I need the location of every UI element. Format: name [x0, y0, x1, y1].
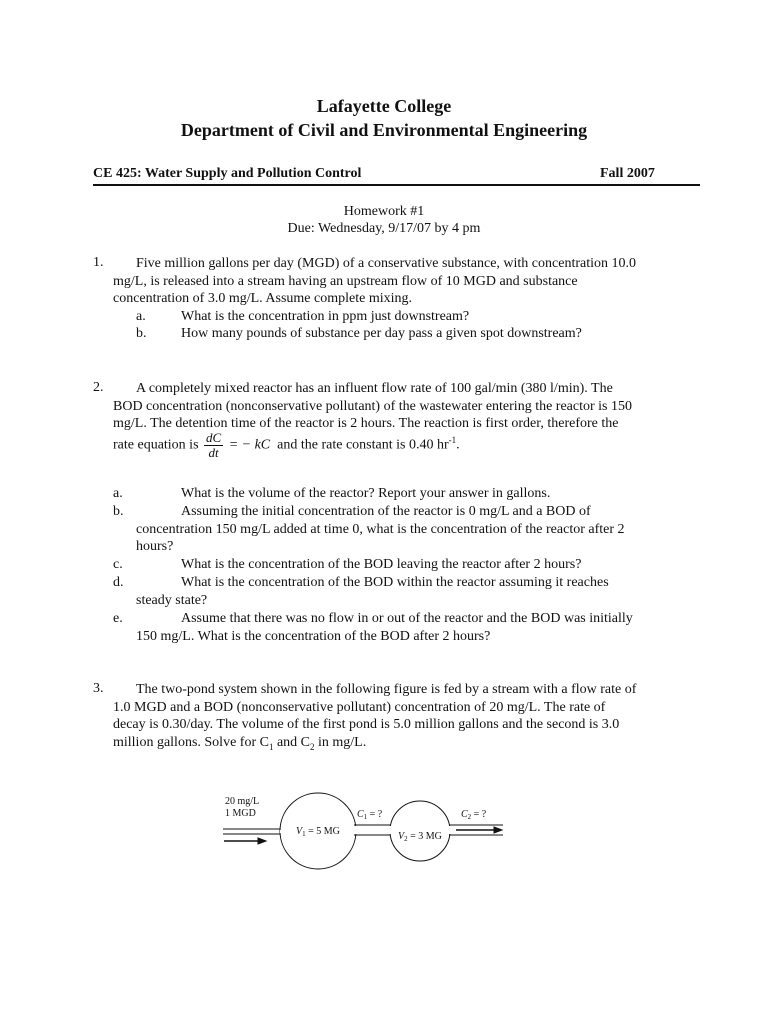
- pond-2-volume-label: $V_2 = 3$ MG: [398, 831, 442, 843]
- q3-sub-2: 2: [310, 741, 315, 752]
- pipe-junction-1: [280, 830, 286, 833]
- q2-line-1: A completely mixed reactor has an influent flow rate of 100 gal/min (380 l/min). The: [136, 381, 613, 396]
- q2-rate-equation: [113, 431, 460, 460]
- q2-part-a-label: a.: [113, 486, 123, 501]
- q1-line-2: mg/L, is released into a stream having an upstream flow of 10 MGD and substance: [113, 273, 578, 289]
- q2-part-b-text-1: Assuming the initial concentration of the reactor is 0 mg/L and a BOD of: [181, 504, 591, 519]
- q3-line-1: The two-pond system shown in the following figure is fed by a stream with a flow rate of: [136, 682, 637, 697]
- q1-line-1: Five million gallons per day (MGD) of a conservative substance, with concentration 10.0: [136, 256, 636, 271]
- q3-last-a: million gallons. Solve for C: [113, 734, 269, 750]
- q1-part-a-text: What is the concentration in ppm just downstream?: [181, 308, 470, 324]
- q1-number: 1.: [93, 255, 104, 270]
- pipe-junction-2: [351, 826, 357, 834]
- course-name: CE 425: Water Supply and Pollution Control: [93, 166, 362, 181]
- homework-heading: [0, 203, 768, 237]
- q2-line-3: mg/L. The detention time of the reactor is 2 hours. The reaction is first order, therefore the: [113, 416, 619, 432]
- q3-line-4: [113, 734, 366, 752]
- inflow-concentration-label: 20 mg/L: [225, 796, 260, 807]
- q2-part-e-text-1: Assume that there was no flow in or out of the reactor and the BOD was initially: [181, 611, 633, 626]
- homework-number: Homework #1: [343, 204, 425, 219]
- q2-part-a-text: What is the volume of the reactor? Report your answer in gallons.: [181, 486, 551, 501]
- q2-part-e-label: e.: [113, 611, 123, 626]
- q3-line-3: decay is 0.30/day. The volume of the first pond is 5.0 million gallons and the second is 3.0: [113, 717, 620, 733]
- college-title: Lafayette College: [316, 96, 452, 116]
- inflow-arrow-head: [258, 838, 266, 844]
- q2-part-b-text-2: concentration 150 mg/L added at time 0, what is the concentration of the reactor after 2: [136, 521, 625, 537]
- q2-part-c-label: c.: [113, 557, 123, 572]
- q3-last-c: in mg/L.: [314, 734, 367, 750]
- term-label: Fall 2007: [600, 166, 655, 181]
- q3-line-2: 1.0 MGD and a BOD (nonconservative pollutant) concentration of 20 mg/L. The rate of: [113, 699, 606, 715]
- header-divider: [93, 184, 700, 186]
- q1-line-3: concentration of 3.0 mg/L. Assume complete mixing.: [113, 291, 412, 307]
- pipe-junction-3: [388, 826, 394, 834]
- q2-rate-suffix: and the rate constant is 0.40 hr: [277, 437, 449, 453]
- q2-rate-end: .: [456, 437, 460, 453]
- c2-label: $C_2$ = ?: [461, 809, 487, 821]
- q1-part-b-label: b.: [136, 326, 147, 342]
- q3-number: 3.: [93, 681, 104, 696]
- q3-last-b: and C: [273, 734, 311, 750]
- fraction-rhs: = − kC: [228, 437, 271, 453]
- q2-rate-prefix: rate equation is: [113, 437, 199, 453]
- fraction-denominator: dt: [208, 445, 219, 460]
- q1-part-b-text: How many pounds of substance per day pass a given spot downstream?: [181, 326, 582, 342]
- q3-sub-1: 1: [268, 741, 274, 752]
- two-pond-figure: [218, 785, 518, 870]
- q2-part-d-label: d.: [113, 575, 124, 590]
- q2-part-b-text-3: hours?: [136, 539, 174, 555]
- q2-part-c-text: What is the concentration of the BOD leaving the reactor after 2 hours?: [181, 557, 582, 572]
- q2-part-e-text-2: 150 mg/L. What is the concentration of the BOD after 2 hours?: [136, 628, 491, 644]
- fraction-numerator: dC: [206, 430, 222, 445]
- rate-equation-fraction: [204, 431, 223, 460]
- rate-exponent: -1: [448, 435, 457, 446]
- inflow-flow-label: 1 MGD: [225, 808, 256, 819]
- pipe-junction-4: [446, 826, 451, 834]
- q1-part-a-label: a.: [136, 308, 146, 324]
- q2-number: 2.: [93, 380, 104, 395]
- department-title: Department of Civil and Environmental Engineering: [180, 120, 588, 140]
- q2-part-b-label: b.: [113, 504, 124, 519]
- q2-part-d-text-2: steady state?: [136, 592, 208, 608]
- due-date: Due: Wednesday, 9/17/07 by 4 pm: [287, 221, 481, 236]
- pond-1-volume-label: $V_1 = 5$ MG: [296, 826, 340, 838]
- c1-label: $C_1$ = ?: [357, 809, 383, 821]
- outflow-arrow-head: [494, 827, 502, 833]
- q2-part-d-text-1: What is the concentration of the BOD within the reactor assuming it reaches: [181, 575, 609, 590]
- q2-line-2: BOD concentration (nonconservative pollutant) of the wastewater entering the reactor is 150: [113, 398, 632, 414]
